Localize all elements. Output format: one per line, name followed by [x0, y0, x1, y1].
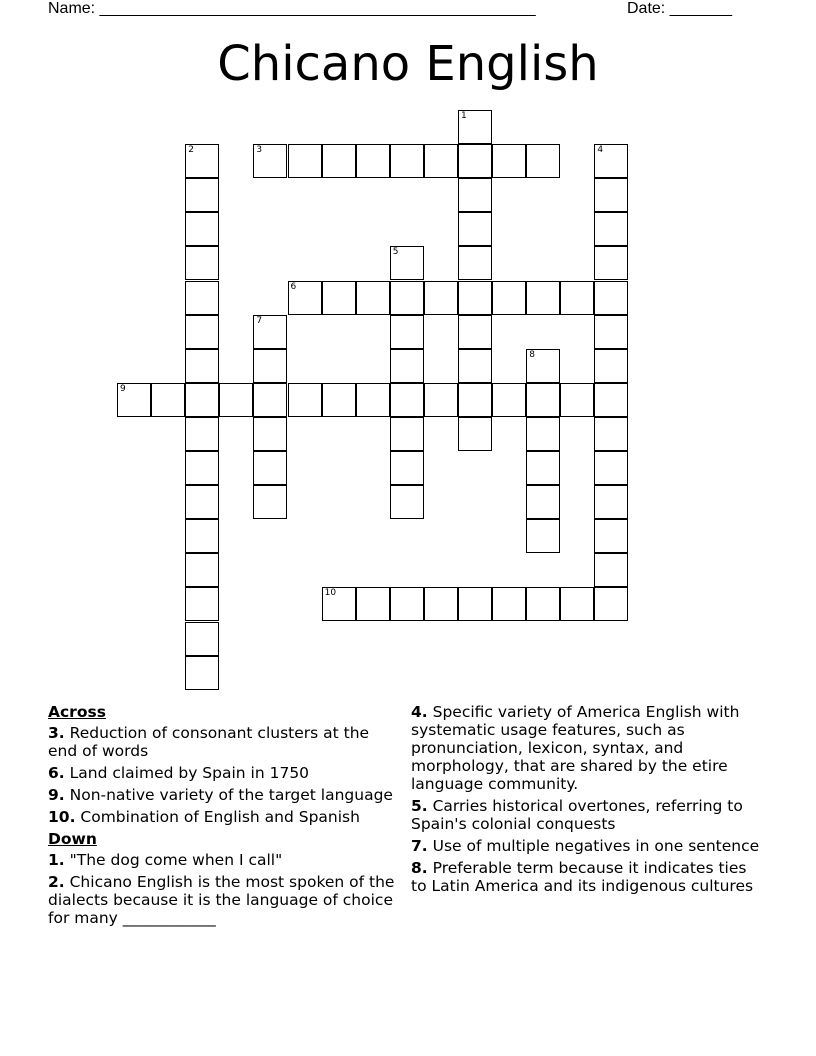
grid-cell[interactable] — [185, 485, 219, 519]
grid-cell[interactable] — [356, 144, 390, 178]
grid-cell[interactable] — [253, 417, 287, 451]
grid-cell[interactable] — [390, 451, 424, 485]
grid-cell[interactable] — [219, 383, 253, 417]
grid-cell[interactable] — [458, 110, 492, 144]
grid-cell[interactable] — [390, 144, 424, 178]
clue-item — [48, 724, 398, 760]
grid-cell[interactable] — [594, 144, 628, 178]
grid-cell[interactable] — [458, 417, 492, 451]
clue-number: 7 — [256, 315, 263, 326]
grid-cell[interactable] — [390, 349, 424, 383]
grid-cell[interactable] — [390, 587, 424, 621]
grid-cell[interactable] — [253, 349, 287, 383]
grid-cell[interactable] — [526, 281, 560, 315]
clue-number: 9 — [120, 383, 126, 394]
clue-item-text: Specific variety of America English with systematic usage features, such as pronunciation, lexicon, syntax, and morphology, that are shared by the etire language community. — [411, 703, 740, 793]
clue-item-number: 8. — [411, 859, 428, 877]
clue-item-number: 4. — [411, 703, 428, 721]
grid-cell[interactable] — [594, 246, 628, 280]
grid-cell[interactable] — [185, 417, 219, 451]
clue-item-number: 7. — [411, 837, 428, 855]
across-clue-list — [48, 724, 398, 826]
grid-cell[interactable] — [492, 281, 526, 315]
grid-cell[interactable] — [356, 587, 390, 621]
grid-cell[interactable] — [356, 383, 390, 417]
grid-cell[interactable] — [526, 451, 560, 485]
clue-item-number: 10. — [48, 808, 76, 826]
grid-cell[interactable] — [322, 383, 356, 417]
grid-cell[interactable] — [185, 519, 219, 553]
grid-cell[interactable] — [458, 349, 492, 383]
grid-cell[interactable] — [185, 622, 219, 656]
grid-cell[interactable] — [458, 383, 492, 417]
clue-item-text: "The dog come when I call" — [64, 851, 283, 869]
grid-cell[interactable] — [185, 553, 219, 587]
clue-item — [411, 797, 761, 833]
grid-cell[interactable] — [458, 587, 492, 621]
clue-item — [48, 851, 398, 869]
clues-left-column — [48, 703, 398, 931]
grid-cell[interactable] — [492, 383, 526, 417]
grid-cell[interactable] — [560, 383, 594, 417]
grid-cell[interactable] — [424, 383, 458, 417]
across-heading: Across — [48, 703, 106, 721]
grid-cell[interactable] — [594, 349, 628, 383]
grid-cell[interactable] — [526, 587, 560, 621]
grid-cell[interactable] — [458, 178, 492, 212]
clue-item-number: 6. — [48, 764, 65, 782]
grid-cell[interactable] — [185, 281, 219, 315]
grid-cell[interactable] — [185, 451, 219, 485]
grid-cell[interactable] — [526, 519, 560, 553]
grid-cell[interactable] — [322, 587, 356, 621]
clue-item — [411, 837, 761, 855]
page-title: Chicano English — [217, 36, 599, 92]
grid-cell[interactable] — [492, 144, 526, 178]
grid-cell[interactable] — [390, 315, 424, 349]
grid-cell[interactable] — [390, 383, 424, 417]
down-heading: Down — [48, 830, 97, 848]
clue-item-text: Carries historical overtones, referring to Spain's colonial conquests — [411, 797, 743, 833]
grid-cell[interactable] — [594, 553, 628, 587]
grid-cell[interactable] — [594, 587, 628, 621]
clue-item-text: Non-native variety of the target language — [64, 786, 393, 804]
clue-item-number: 3. — [48, 724, 65, 742]
grid-cell[interactable] — [594, 178, 628, 212]
clue-number: 1 — [461, 111, 467, 121]
grid-cell[interactable] — [322, 281, 356, 315]
date-field-line[interactable]: Date: _______ — [627, 0, 732, 17]
grid-cell[interactable] — [151, 383, 185, 417]
grid-cell[interactable] — [492, 587, 526, 621]
grid-cell[interactable] — [322, 144, 356, 178]
grid-cell[interactable] — [458, 144, 492, 178]
grid-cell[interactable] — [594, 485, 628, 519]
grid-cell[interactable] — [594, 451, 628, 485]
clue-number: 6 — [290, 281, 297, 292]
grid-cell[interactable] — [594, 417, 628, 451]
grid-cell[interactable] — [185, 349, 219, 383]
grid-cell[interactable] — [185, 315, 219, 349]
grid-cell[interactable] — [594, 383, 628, 417]
down-clue-list — [48, 851, 398, 927]
clue-item-text: Land claimed by Spain in 1750 — [64, 764, 310, 782]
clues-right-column — [411, 703, 761, 899]
grid-cell[interactable] — [117, 383, 151, 417]
grid-cell[interactable] — [185, 178, 219, 212]
name-field-line[interactable]: Name: _________________________________________________ — [48, 0, 536, 17]
grid-cell[interactable] — [424, 587, 458, 621]
grid-cell[interactable] — [560, 587, 594, 621]
clue-number: 4 — [597, 145, 604, 156]
grid-cell[interactable] — [185, 383, 219, 417]
grid-cell[interactable] — [594, 212, 628, 246]
grid-cell[interactable] — [526, 349, 560, 383]
grid-cell[interactable] — [526, 383, 560, 417]
clue-number: 10 — [324, 588, 337, 599]
grid-cell[interactable] — [594, 281, 628, 315]
grid-cell[interactable] — [560, 281, 594, 315]
grid-cell[interactable] — [594, 315, 628, 349]
clue-item — [411, 703, 761, 793]
clue-item-number: 1. — [48, 851, 65, 869]
grid-cell[interactable] — [390, 485, 424, 519]
clue-item-text: Use of multiple negatives in one sentence — [427, 837, 760, 855]
clue-number: 8 — [529, 349, 535, 360]
grid-cell[interactable] — [458, 212, 492, 246]
clue-item-text: Reduction of consonant clusters at the end of words — [48, 724, 370, 760]
clue-item — [48, 764, 398, 782]
grid-cell[interactable] — [424, 144, 458, 178]
grid-cell[interactable] — [185, 246, 219, 280]
clue-item — [48, 786, 398, 804]
grid-cell[interactable] — [253, 144, 287, 178]
clue-number: 2 — [188, 145, 194, 156]
grid-cell[interactable] — [185, 212, 219, 246]
grid-cell[interactable] — [390, 246, 424, 280]
down-clue-list-continued — [411, 703, 761, 895]
grid-cell[interactable] — [288, 281, 322, 315]
clue-number: 5 — [392, 247, 399, 258]
clue-item-number: 9. — [48, 786, 65, 804]
grid-cell[interactable] — [185, 144, 219, 178]
clue-item-text: Combination of English and Spanish — [75, 808, 360, 826]
grid-cell[interactable] — [594, 519, 628, 553]
grid-cell[interactable] — [185, 587, 219, 621]
clue-number: 3 — [256, 145, 263, 156]
grid-cell[interactable] — [390, 417, 424, 451]
clue-item — [48, 873, 398, 927]
grid-cell[interactable] — [288, 144, 322, 178]
grid-cell[interactable] — [458, 315, 492, 349]
grid-cell[interactable] — [390, 281, 424, 315]
grid-cell[interactable] — [253, 383, 287, 417]
grid-cell[interactable] — [526, 485, 560, 519]
grid-cell[interactable] — [253, 451, 287, 485]
grid-cell[interactable] — [185, 656, 219, 690]
clue-item-number: 5. — [411, 797, 428, 815]
clue-item-number: 2. — [48, 873, 65, 891]
grid-cell[interactable] — [458, 246, 492, 280]
grid-cell[interactable] — [253, 315, 287, 349]
clue-item-text: Preferable term because it indicates ties to Latin America and its indigenous cultures — [411, 859, 754, 895]
clue-item-text: Chicano English is the most spoken of the dialects because it is the language of choice for many ____________ — [48, 873, 395, 927]
grid-cell[interactable] — [288, 383, 322, 417]
grid-cell[interactable] — [458, 281, 492, 315]
grid-cell[interactable] — [526, 417, 560, 451]
clue-item — [411, 859, 761, 895]
grid-cell[interactable] — [526, 144, 560, 178]
grid-cell[interactable] — [253, 485, 287, 519]
grid-cell[interactable] — [356, 281, 390, 315]
grid-cell[interactable] — [424, 281, 458, 315]
clue-item — [48, 808, 398, 826]
